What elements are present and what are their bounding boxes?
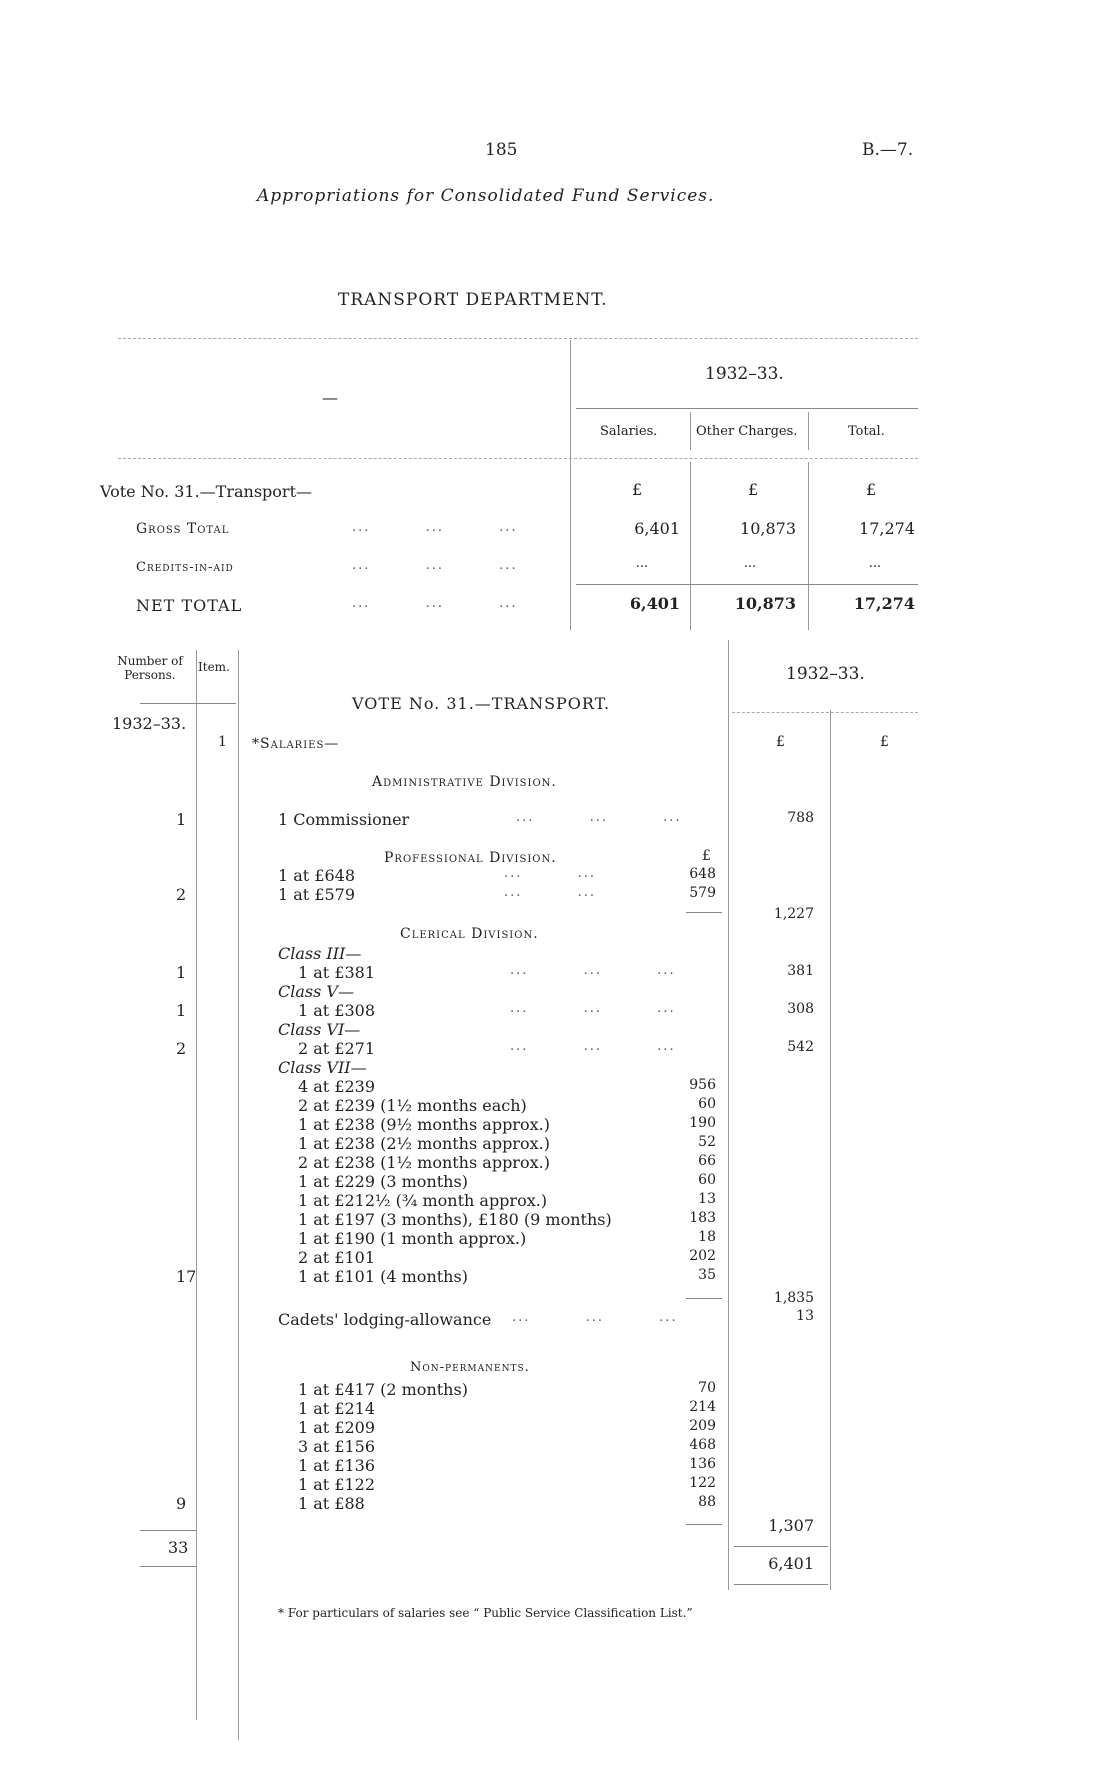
prof-total: 1,227	[773, 906, 814, 922]
class-6-label: Class VI—	[278, 1020, 361, 1039]
gross-total: 17,274	[859, 519, 915, 538]
row-text: 1 at £579	[278, 885, 356, 904]
row-text: 1 at £101 (4 months)	[298, 1267, 468, 1286]
row-inner: 70	[698, 1380, 716, 1396]
row-inner: 18	[698, 1229, 716, 1245]
row-label: Gross Total	[136, 521, 230, 537]
class-5-label: Class V—	[278, 982, 354, 1001]
admin-division-heading: Administrative Division.	[372, 774, 557, 790]
row-text: 1 at £648	[278, 866, 356, 885]
total-persons: 33	[168, 1538, 189, 1557]
year-left: 1932–33.	[112, 714, 187, 733]
row-text: Cadets' lodging-allowance	[278, 1310, 492, 1329]
clerical-division-heading: Clerical Division.	[400, 926, 539, 942]
row-inner: 183	[689, 1210, 716, 1226]
vote-label: Vote No. 31.—Transport—	[100, 482, 312, 501]
col-number-of-persons: Number of Persons.	[117, 654, 183, 682]
persons-count: 9	[176, 1494, 187, 1513]
row-amount: 308	[787, 1001, 814, 1017]
non-permanents-heading: Non-permanents.	[410, 1360, 530, 1375]
row-text: 1 at £238 (9½ months approx.)	[298, 1115, 550, 1134]
currency-col2: £	[880, 734, 889, 750]
row-text: 1 at £88	[298, 1494, 365, 1513]
gross-salaries: 6,401	[634, 519, 680, 538]
row-text: 1 at £209	[298, 1418, 376, 1437]
row-text: 2 at £238 (1½ months approx.)	[298, 1153, 550, 1172]
credits-total: ...	[868, 556, 882, 571]
year-right: 1932–33.	[786, 664, 865, 684]
row-amount: 542	[787, 1039, 814, 1055]
row-text: 1 at £381	[298, 963, 376, 982]
persons-count: 2	[176, 885, 187, 904]
persons-count: 1	[176, 810, 187, 829]
page-number: 185	[485, 140, 518, 160]
currency-col1: £	[776, 734, 785, 750]
net-total: 17,274	[853, 594, 915, 613]
row-inner: 66	[698, 1153, 716, 1169]
row-inner: 202	[689, 1248, 716, 1264]
row-inner: 468	[689, 1437, 716, 1453]
row-text: 2 at £239 (1½ months each)	[298, 1096, 527, 1115]
row-inner: 88	[698, 1494, 716, 1510]
row-text: 1 at £238 (2½ months approx.)	[298, 1134, 550, 1153]
row-label: NET TOTAL	[136, 596, 243, 615]
currency-other: £	[748, 480, 759, 499]
row-text: 1 at £190 (1 month approx.)	[298, 1229, 527, 1248]
net-salaries: 6,401	[629, 594, 680, 613]
row-amount: 381	[787, 963, 814, 979]
grand-total: 6,401	[768, 1554, 814, 1573]
class-3-label: Class III—	[278, 944, 362, 963]
persons-count: 2	[176, 1039, 187, 1058]
row-inner: 209	[689, 1418, 716, 1434]
persons-count: 1	[176, 1001, 187, 1020]
item-number: 1	[218, 734, 227, 750]
col-item: Item.	[198, 660, 230, 674]
row-text: 1 at £136	[298, 1456, 376, 1475]
vote-title: VOTE No. 31.—TRANSPORT.	[352, 694, 611, 713]
nonperm-total: 1,307	[768, 1516, 814, 1535]
net-other: 10,873	[734, 594, 796, 613]
row-inner: 214	[689, 1399, 716, 1415]
col-total: Total.	[848, 424, 885, 439]
row-text: 1 at £197 (3 months), £180 (9 months)	[298, 1210, 612, 1229]
class-7-label: Class VII—	[278, 1058, 367, 1077]
class-7-total: 1,835	[773, 1290, 814, 1306]
credits-salaries: ...	[635, 556, 649, 571]
gross-other: 10,873	[740, 519, 796, 538]
document-ref: B.—7.	[862, 140, 914, 160]
row-inner: 122	[689, 1475, 716, 1491]
row-text: 2 at £101	[298, 1248, 376, 1267]
footnote: * For particulars of salaries see “ Public Service Classification List.”	[278, 1606, 693, 1620]
col-other-charges: Other Charges.	[696, 424, 798, 439]
row-text: 1 at £308	[298, 1001, 376, 1020]
row-text: 2 at £271	[298, 1039, 376, 1058]
row-text: 1 at £229 (3 months)	[298, 1172, 468, 1191]
row-inner: 136	[689, 1456, 716, 1472]
row-inner: 35	[698, 1267, 716, 1283]
row-inner: 13	[698, 1191, 716, 1207]
row-label: Credits-in-aid	[136, 560, 234, 575]
credits-other: ...	[743, 556, 757, 571]
currency-total: £	[866, 480, 877, 499]
department-title: TRANSPORT DEPARTMENT.	[338, 290, 608, 310]
professional-division-heading: Professional Division.	[384, 850, 557, 866]
row-text: 1 at £214	[298, 1399, 376, 1418]
row-amount: 788	[787, 810, 814, 826]
currency-salaries: £	[632, 480, 643, 499]
row-amount: 13	[796, 1308, 814, 1324]
row-text: 1 Commissioner	[278, 810, 410, 829]
row-text: 3 at £156	[298, 1437, 376, 1456]
row-inner: 60	[698, 1096, 716, 1112]
persons-count: 17	[176, 1267, 197, 1286]
summary-dash: —	[322, 388, 338, 407]
currency-inner: £	[702, 848, 711, 864]
summary-year: 1932–33.	[705, 364, 784, 384]
row-inner: 956	[689, 1077, 716, 1093]
row-inner: 52	[698, 1134, 716, 1150]
row-text: 1 at £122	[298, 1475, 376, 1494]
row-text: 4 at £239	[298, 1077, 376, 1096]
page-subtitle: Appropriations for Consolidated Fund Services.	[257, 186, 715, 206]
row-inner: 579	[689, 885, 716, 901]
row-text: 1 at £417 (2 months)	[298, 1380, 468, 1399]
row-inner: 648	[689, 866, 716, 882]
salaries-heading: *Salaries—	[252, 736, 340, 752]
row-text: 1 at £212½ (¾ month approx.)	[298, 1191, 548, 1210]
row-inner: 60	[698, 1172, 716, 1188]
col-salaries: Salaries.	[600, 424, 658, 439]
persons-count: 1	[176, 963, 187, 982]
row-inner: 190	[689, 1115, 716, 1131]
